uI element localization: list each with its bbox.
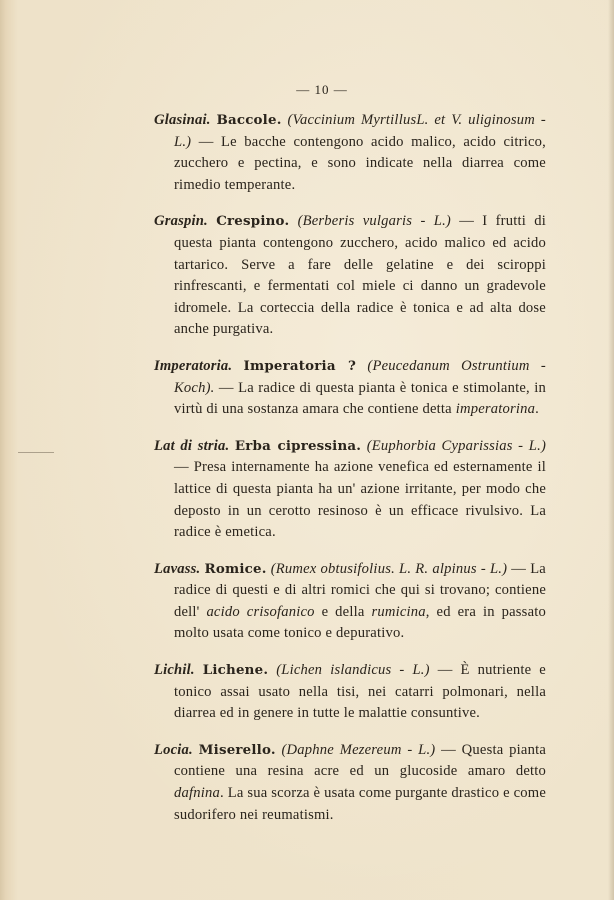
emphasized-term: dafnina <box>174 785 220 802</box>
dialect-name: Lavass. <box>154 560 201 577</box>
entry-text: — Questa pianta contiene una resina acre ed un glucoside amaro detto <box>174 741 546 780</box>
latin-name: (Peucedanum Ostruntium - Koch). <box>174 357 546 396</box>
entry-text-end: . La sua scorza è usata come purgante drastico e come sudorifero nei reumatismi. <box>174 785 546 823</box>
entry-paragraph <box>154 211 546 341</box>
latin-name: (Euphorbia Cyparissias - L.) <box>366 437 546 454</box>
common-name: Miserello. <box>198 741 276 758</box>
entry-text: — È nutriente e tonico assai usato nella tisi, nei catarri polmonari, nella diarrea ed in genere in tutte le malattie consuntive. <box>174 662 546 722</box>
latin-name: (Daphne Mezereum - L.) <box>281 741 436 758</box>
emphasized-term: acido crisofanico <box>206 603 315 620</box>
entry-lichil <box>154 660 546 725</box>
page-number: — 10 — <box>296 82 348 97</box>
common-name: Crespino. <box>216 213 290 230</box>
entry-graspin <box>154 211 546 341</box>
entry-paragraph <box>154 660 546 725</box>
margin-mark <box>18 452 54 453</box>
entry-imperatoria <box>154 356 546 421</box>
dialect-name: Imperatoria. <box>154 357 233 374</box>
dialect-name: Lat di stria. <box>154 437 230 454</box>
common-name: Erba cipressina. <box>234 437 362 454</box>
entry-paragraph <box>154 740 546 826</box>
entries-list <box>154 110 546 841</box>
common-name: Baccole. <box>216 112 282 128</box>
latin-name: (Rumex obtusifolius. L. R. alpinus - L.) <box>270 560 508 577</box>
entry-locia <box>154 740 546 826</box>
entry-lavass <box>154 559 546 645</box>
entry-text: — Presa internamente ha azione venefica ed esternamente il lattice di questa pianta ha un' azione irritante, per modo che deposto in un cerotto resinoso è un efficace rivulsivo. La radice è emetica. <box>174 459 546 541</box>
dialect-name: Graspin. <box>154 213 208 230</box>
entry-text: — Le bacche contengono acido malico, acido citrico, zucchero e pectina, e sono indicate nella diarrea come rimedio temperante. <box>174 133 546 193</box>
common-name: Romice. <box>204 560 267 577</box>
entry-paragraph <box>154 559 546 645</box>
dialect-name: Glasinai. <box>154 112 211 128</box>
entry-text: — I frutti di questa pianta contengono zucchero, acido malico ed acido tartarico. Serve a fare delle gelatine e dei sciroppi rinfrescanti, e fermentati col miele ci danno un gradevole idromele. La corteccia della radice è tonica e ad alta dose anche purgativa. <box>174 213 546 338</box>
common-name: Imperatoria ? <box>243 357 357 374</box>
latin-name: (Berberis vulgaris - L.) <box>297 213 451 230</box>
dialect-name: Locia. <box>154 741 193 758</box>
latin-name: (Lichen islandicus - L.) <box>276 662 430 679</box>
latin-name: (Vaccinium MyrtillusL. et V. uliginosum - L.) <box>174 112 546 150</box>
entry-paragraph <box>154 110 546 196</box>
entry-text-middle: e della <box>314 603 372 620</box>
entry-lat-di-stria <box>154 436 546 544</box>
emphasized-term: imperatorina <box>455 401 536 418</box>
dialect-name: Lichil. <box>154 662 195 679</box>
entry-text-end: . <box>535 401 539 418</box>
common-name: Lichene. <box>202 662 269 679</box>
entry-glasinai <box>154 110 546 196</box>
entry-text: — La radice di questi e di altri romici che qui si trovano; contiene dell' <box>174 560 546 620</box>
entry-text-end: , ed era in passato molto usata come tonico e depurativo. <box>174 603 546 642</box>
entry-paragraph <box>154 436 546 544</box>
entry-text: — La radice di questa pianta è tonica e stimolante, in virtù di una sostanza amara che contiene detta <box>174 379 546 418</box>
entry-paragraph <box>154 356 546 421</box>
emphasized-term-2: rumicina <box>371 603 426 620</box>
